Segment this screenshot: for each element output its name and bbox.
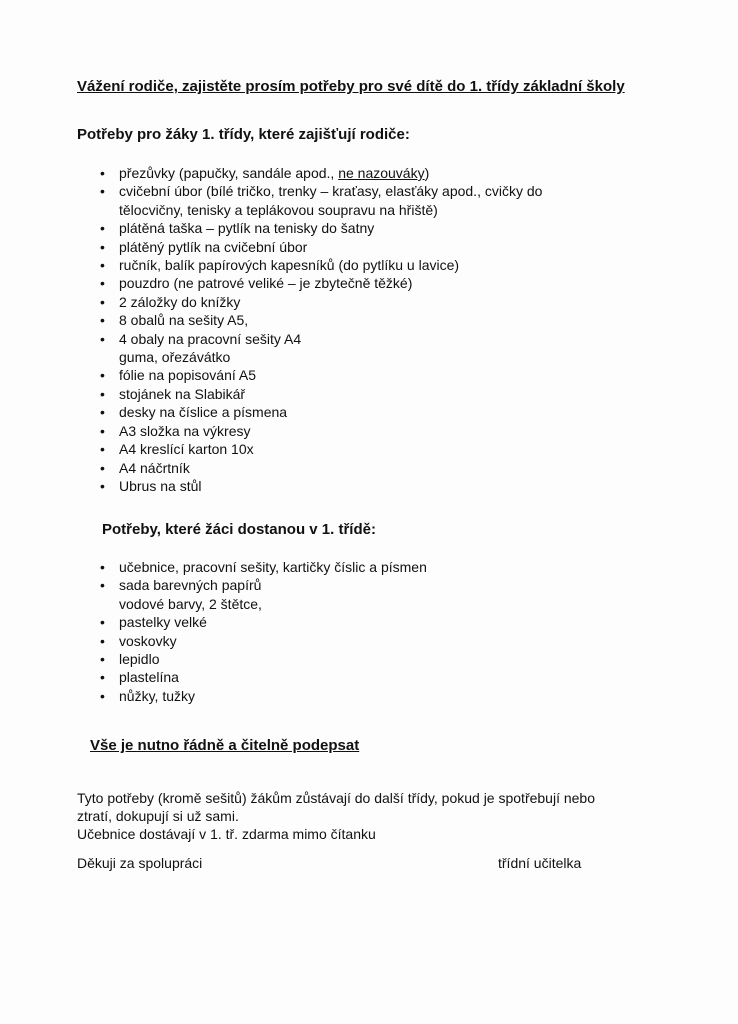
list-item	[97, 632, 427, 650]
parents-supplies-list	[97, 164, 542, 495]
list-item	[97, 348, 542, 366]
list-item-text: plátěná taška – pytlík na tenisky do šatny	[119, 220, 375, 237]
list-item	[97, 668, 427, 686]
list-item	[97, 422, 542, 440]
list-item-underlined-text: ne nazouváky	[338, 165, 425, 181]
list-item-text: desky na číslice a písmena	[119, 404, 288, 421]
bullet-icon: •	[100, 441, 105, 458]
list-item	[97, 650, 427, 668]
list-item	[97, 164, 542, 182]
list-item	[97, 274, 542, 292]
list-item-text: sada barevných papírů	[119, 577, 262, 594]
list-item-text: tělocvičny, tenisky a teplákovou soupravu na hřiště)	[119, 201, 438, 218]
list-item-text: 8 obalů na sešity A5,	[119, 312, 249, 329]
list-item-text: plátěný pytlík na cvičební úbor	[119, 238, 308, 255]
bullet-icon: •	[100, 477, 105, 494]
bullet-icon: •	[100, 651, 105, 668]
bullet-icon: •	[100, 312, 105, 329]
bullet-icon: •	[100, 669, 105, 686]
list-item	[97, 687, 427, 705]
bullet-icon: •	[100, 559, 105, 575]
list-item-text: vodové barvy, 2 štětce,	[119, 595, 262, 612]
bullet-icon: •	[100, 614, 105, 631]
school-supplies-list	[97, 558, 427, 705]
list-item-text: ručník, balík papírových kapesníků (do pytlíku u lavice)	[119, 257, 460, 274]
bullet-icon: •	[100, 367, 105, 384]
list-item-text: 4 obaly na pracovní sešity A4	[119, 330, 302, 347]
list-item-text: nůžky, tužky	[119, 687, 195, 704]
list-item-text: fólie na popisování A5	[119, 367, 256, 384]
list-item-text: A4 kreslící karton 10x	[119, 441, 254, 458]
list-item	[97, 459, 542, 477]
list-item	[97, 576, 427, 594]
footer-line: Tyto potřeby (kromě sešitů) žákům zůstávají do další třídy, pokud je spotřebují nebo	[77, 790, 595, 806]
list-item	[97, 238, 542, 256]
bullet-icon: •	[100, 577, 105, 594]
document-title: Vážení rodiče, zajistěte prosím potřeby pro své dítě do 1. třídy základní školy	[77, 78, 625, 95]
list-item-text: cvičební úbor (bílé tričko, trenky – kraťasy, elasťáky apod., cvičky do	[119, 183, 543, 200]
list-item-text: 2 záložky do knížky	[119, 293, 241, 310]
list-item	[97, 558, 427, 576]
bullet-icon: •	[100, 687, 105, 704]
signing-note: Vše je nutno řádně a čitelně podepsat	[90, 737, 360, 754]
bullet-icon: •	[100, 165, 105, 181]
list-item-text-after: )	[424, 165, 430, 181]
thanks-text: Děkuji za spolupráci	[77, 855, 203, 871]
footer-line: ztratí, dokupují si už sami.	[77, 808, 239, 825]
list-item-text: pouzdro (ne patrové veliké – je zbytečně těžké)	[119, 275, 413, 292]
list-item-text: voskovky	[119, 632, 177, 649]
bullet-icon: •	[100, 238, 105, 255]
list-item	[97, 440, 542, 458]
bullet-icon: •	[100, 183, 105, 200]
list-item	[97, 219, 542, 237]
footer-line: Učebnice dostávají v 1. tř. zdarma mimo čítanku	[77, 826, 376, 843]
list-item	[97, 403, 542, 421]
list-item-text: A3 složka na výkresy	[119, 422, 251, 439]
teacher-signature: třídní učitelka	[498, 855, 582, 871]
bullet-icon: •	[100, 293, 105, 310]
list-item-text: A4 náčrtník	[119, 459, 190, 476]
bullet-icon: •	[100, 257, 105, 274]
list-item	[97, 595, 427, 613]
list-item-text: Ubrus na stůl	[119, 477, 202, 494]
list-item-text: přezůvky (papučky, sandále apod.,	[119, 165, 339, 181]
bullet-icon: •	[100, 385, 105, 402]
list-item	[97, 293, 542, 311]
list-item-text: plastelína	[119, 669, 179, 686]
bullet-icon: •	[100, 422, 105, 439]
bullet-icon: •	[100, 330, 105, 347]
list-item	[97, 613, 427, 631]
list-item-text: učebnice, pracovní sešity, kartičky číslic a písmen	[119, 559, 427, 575]
footer-note	[77, 789, 595, 844]
list-item	[97, 201, 542, 219]
bullet-icon: •	[100, 220, 105, 237]
bullet-icon: •	[100, 632, 105, 649]
list-item	[97, 366, 542, 384]
bullet-icon: •	[100, 459, 105, 476]
bullet-icon: •	[100, 275, 105, 292]
school-supplies-heading: Potřeby, které žáci dostanou v 1. třídě:	[102, 521, 376, 538]
list-item	[97, 256, 542, 274]
parents-supplies-heading: Potřeby pro žáky 1. třídy, které zajišťují rodiče:	[77, 126, 410, 143]
list-item-text: stojánek na Slabikář	[119, 385, 246, 402]
list-item-text: pastelky velké	[119, 614, 207, 631]
list-item	[97, 330, 542, 348]
list-item-text: guma, ořezávátko	[119, 349, 231, 366]
list-item	[97, 385, 542, 403]
list-item	[97, 311, 542, 329]
list-item	[97, 182, 542, 200]
list-item-text: lepidlo	[119, 651, 160, 668]
bullet-icon: •	[100, 404, 105, 421]
list-item	[97, 477, 542, 495]
